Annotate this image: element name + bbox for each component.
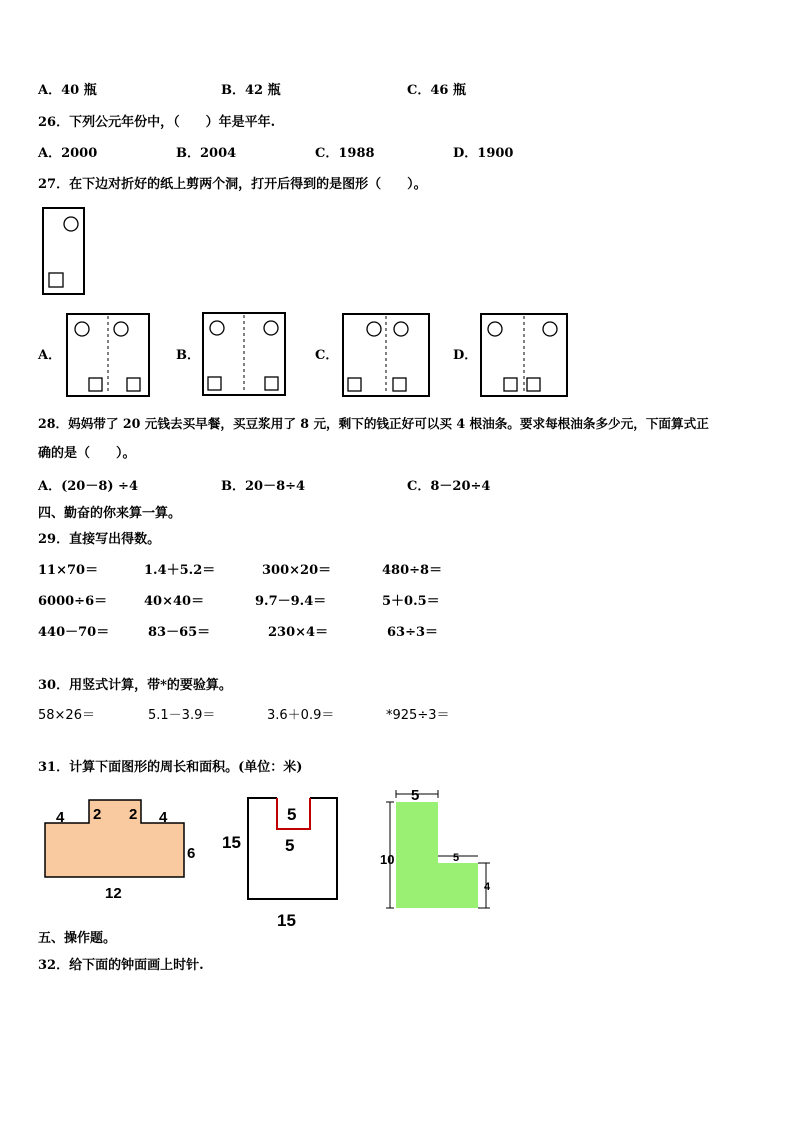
q31-fig2-side-label: 15	[222, 833, 241, 852]
q26-option-b: B．2004	[176, 146, 237, 161]
q31-fig1-right-top-label: 4	[159, 809, 168, 826]
q31-fig3-shape	[396, 802, 478, 908]
q27-option-a-label: A．	[38, 348, 62, 363]
q27-option-d-label: D．	[453, 348, 478, 363]
q31-fig1-top2-label: 2	[129, 806, 138, 823]
q26-option-d: D．1900	[453, 146, 514, 161]
q27-option-b-figure	[201, 311, 287, 397]
q25-option-a: A．40 瓶	[38, 83, 97, 98]
q29-item: 440－70＝	[38, 625, 110, 640]
q30-item: 3.6＋0.9＝	[267, 708, 335, 723]
q29-item: 300×20＝	[262, 563, 332, 578]
q31-fig2-bottom-label: 15	[277, 911, 296, 930]
q28-option-b: B．20－8÷4	[221, 479, 306, 494]
q27-folded-paper	[40, 206, 88, 298]
q31-fig2-notch-h-label: 5	[285, 836, 295, 855]
q29-item: 63÷3＝	[387, 625, 439, 640]
q30-item: *925÷3＝	[386, 708, 450, 723]
q26-stem: 26．下列公元年份中，（ ）年是平年.	[38, 115, 276, 130]
q31-fig3-top-label: 5	[411, 787, 420, 804]
q28-stem-line2: 确的是（ ）。	[38, 446, 136, 461]
q28-option-a: A．(20－8) ÷4	[38, 479, 138, 494]
q31-fig2-notch-w-label: 5	[287, 805, 297, 824]
q31-figure-3	[378, 783, 498, 913]
q25-option-c: C．46 瓶	[407, 83, 466, 98]
q31-fig3-inner-label: 5	[453, 852, 460, 864]
q29-item: 480÷8＝	[382, 563, 443, 578]
q29-item: 230×4＝	[268, 625, 329, 640]
q31-figure-2	[218, 790, 348, 935]
q26-option-c: C．1988	[315, 146, 375, 161]
q30-stem: 30．用竖式计算，带*的要验算。	[38, 678, 232, 693]
q28-option-c: C．8－20÷4	[407, 479, 491, 494]
q29-item: 11×70＝	[38, 563, 99, 578]
q25-option-b: B．42 瓶	[221, 83, 281, 98]
q26-option-a: A．2000	[38, 146, 98, 161]
q27-option-a-figure	[65, 312, 151, 398]
q31-fig3-right-label: 4	[484, 881, 491, 893]
q30-item: 5.1－3.9＝	[148, 708, 216, 723]
q29-item: 83－65＝	[148, 625, 211, 640]
q31-fig1-left-label: 4	[56, 809, 65, 826]
q31-fig3-height-label: 10	[380, 852, 395, 867]
q29-item: 9.7－9.4＝	[255, 594, 327, 609]
q27-option-b-label: B．	[176, 348, 200, 363]
q27-option-c-label: C．	[315, 348, 339, 363]
q29-item: 6000÷6＝	[38, 594, 108, 609]
q29-item: 5＋0.5＝	[382, 594, 440, 609]
q27-option-d-figure	[479, 312, 569, 398]
q27-option-c-figure	[341, 312, 431, 398]
q31-figure-1	[40, 795, 210, 905]
q27-stem: 27．在下边对折好的纸上剪两个洞，打开后得到的是图形（ ）。	[38, 177, 427, 192]
q31-stem: 31．计算下面图形的周长和面积。(单位：米)	[38, 760, 303, 775]
q29-item: 40×40＝	[144, 594, 205, 609]
q29-stem: 29．直接写出得数。	[38, 532, 161, 547]
q32-stem: 32．给下面的钟面画上时针.	[38, 958, 204, 973]
q29-item: 1.4＋5.2＝	[144, 563, 216, 578]
q31-fig1-bottom-label: 12	[105, 885, 122, 902]
section4-heading: 四、勤奋的你来算一算。	[38, 506, 182, 521]
q28-stem-line1: 28．妈妈带了 20 元钱去买早餐，买豆浆用了 8 元，剩下的钱正好可以买 4 根油条。要求每根油条多少元，下面算式正	[38, 416, 709, 431]
section5-heading: 五、操作题。	[38, 931, 117, 946]
q30-item: 58×26＝	[38, 708, 95, 723]
q31-fig1-height-label: 6	[187, 845, 196, 862]
q31-fig1-top1-label: 2	[93, 806, 102, 823]
